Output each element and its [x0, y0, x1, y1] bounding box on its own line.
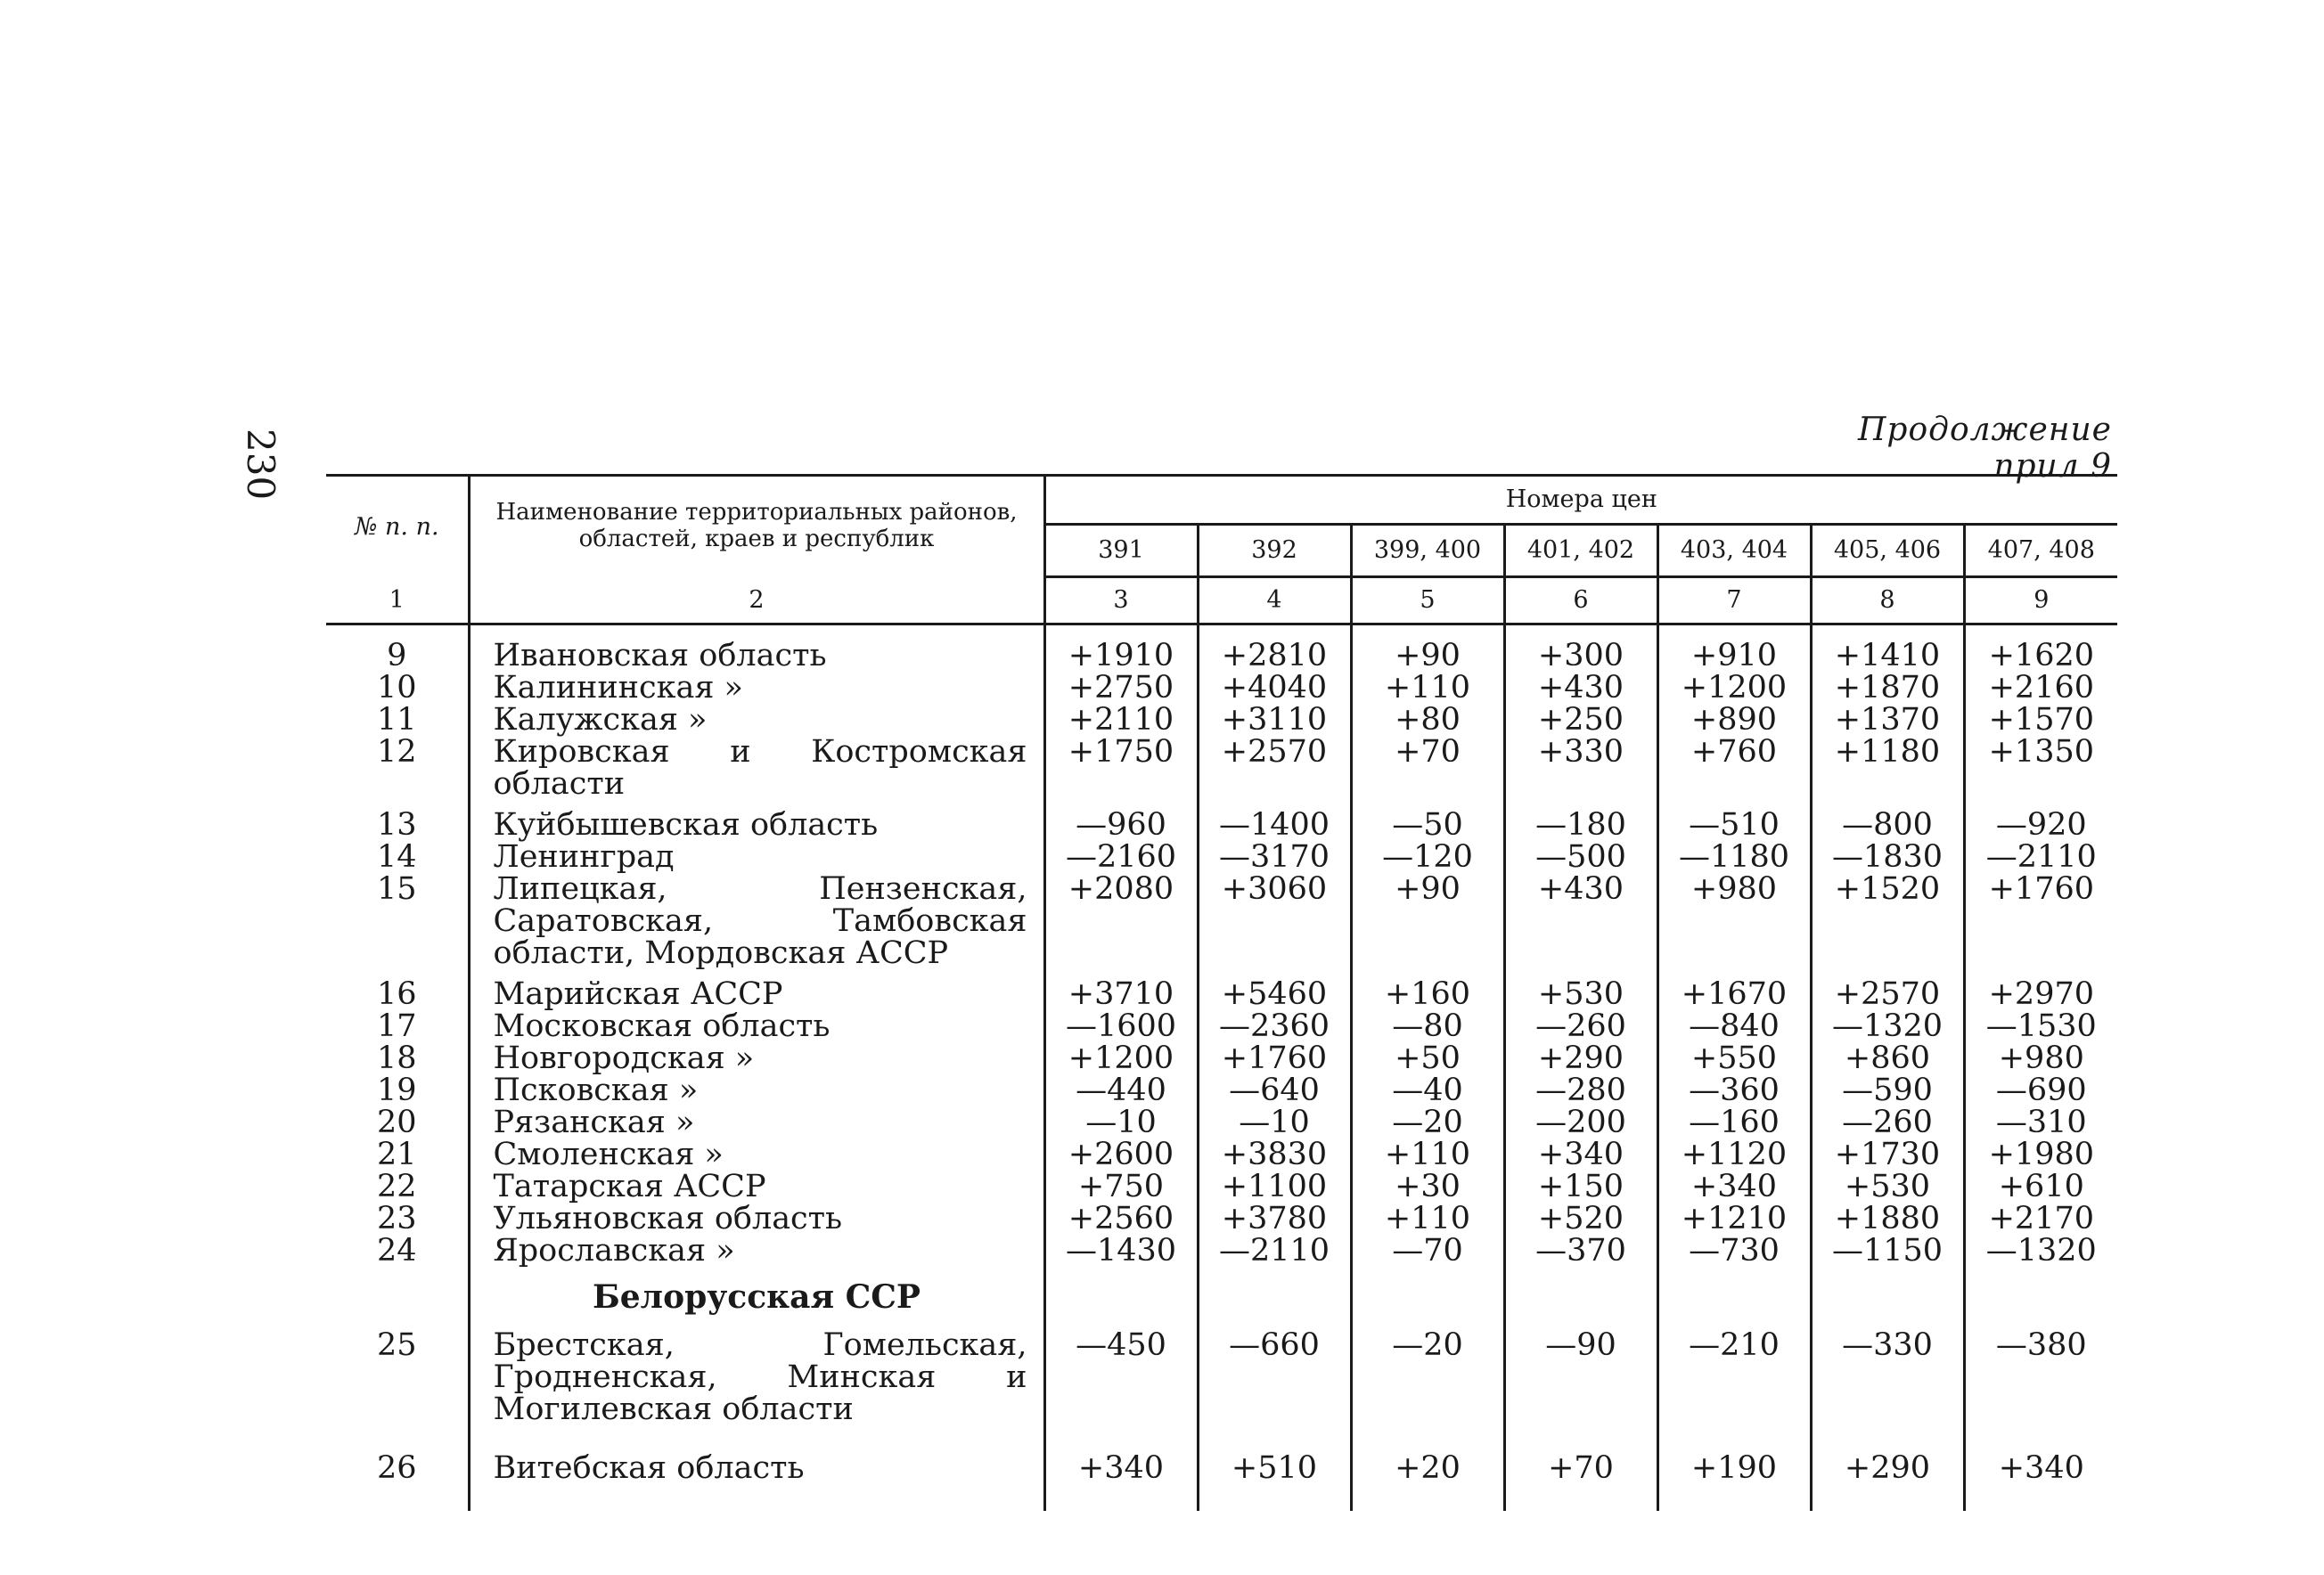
section-empty-cell [1044, 1267, 1198, 1326]
row-region-name [469, 1042, 1044, 1074]
row-value: —920 [1964, 809, 2117, 841]
row-value: +2600 [1044, 1138, 1198, 1171]
row-value: +1760 [1964, 873, 2117, 978]
row-value: +1880 [1811, 1203, 1964, 1235]
header-index-cell: 5 [1351, 577, 1504, 624]
row-value: +980 [1657, 873, 1811, 978]
row-value: +2160 [1964, 672, 2117, 704]
row-value: —360 [1657, 1074, 1811, 1106]
row-value: +150 [1504, 1171, 1657, 1203]
row-region-name [469, 1235, 1044, 1267]
row-value: —370 [1504, 1235, 1657, 1267]
row-value: —1400 [1198, 809, 1351, 841]
row-value: —590 [1811, 1074, 1964, 1106]
row-value: +1180 [1811, 736, 1964, 809]
row-value: —1430 [1044, 1235, 1198, 1267]
region-name-text: Марийская АССР [493, 976, 783, 1012]
row-value: +30 [1351, 1171, 1504, 1203]
header-index-cell: 7 [1657, 577, 1811, 624]
row-number: 13 [376, 807, 417, 843]
row-value: +3060 [1198, 873, 1351, 978]
region-name-text: Московская область [493, 1008, 831, 1044]
row-number: 22 [376, 1169, 417, 1204]
row-value: —1600 [1044, 1010, 1198, 1042]
header-index-cell: 2 [469, 577, 1044, 624]
row-value: +1410 [1811, 640, 1964, 672]
row-value: —280 [1504, 1074, 1657, 1106]
region-name-text: Псковская » [493, 1073, 699, 1108]
table-row [326, 978, 2117, 1010]
table-row [326, 672, 2117, 704]
region-name-text: Витебская область [493, 1450, 805, 1486]
region-name-text: Смоленская » [493, 1137, 724, 1172]
row-number: 20 [376, 1105, 417, 1140]
row-value: —690 [1964, 1074, 2117, 1106]
row-value: +520 [1504, 1203, 1657, 1235]
table-row [326, 736, 2117, 809]
region-name-text: Калужская » [493, 702, 708, 738]
row-value: +1210 [1657, 1203, 1811, 1235]
row-value: +190 [1657, 1434, 1811, 1511]
section-spacer [326, 1267, 469, 1326]
row-value: +5460 [1198, 978, 1351, 1010]
continuation-label: Продолжение прил 9 [1858, 412, 2112, 485]
header-index-cell: 6 [1504, 577, 1657, 624]
row-value: +860 [1811, 1042, 1964, 1074]
section-row [326, 1267, 2117, 1326]
row-number: 23 [376, 1201, 417, 1236]
row-value: +1120 [1657, 1138, 1811, 1171]
row-region-name [469, 1434, 1044, 1511]
table-row [326, 704, 2117, 736]
row-number: 25 [376, 1327, 417, 1363]
section-empty-cell [1811, 1267, 1964, 1326]
page-number: 230 [239, 428, 282, 501]
row-value: +330 [1504, 736, 1657, 809]
row-value: —2360 [1198, 1010, 1351, 1042]
row-region-name [469, 736, 1044, 809]
region-name-text: Кировская и Костромская области [493, 734, 1027, 802]
table-row [326, 1203, 2117, 1235]
row-number: 24 [376, 1233, 417, 1269]
row-value: +1670 [1657, 978, 1811, 1010]
region-name-text: Брестская, Гомельская, Гродненская, Минская и Могилевская области [493, 1327, 1027, 1427]
row-region-name [469, 1074, 1044, 1106]
row-region-name [469, 640, 1044, 672]
row-region-name [469, 809, 1044, 841]
row-region-name [469, 873, 1044, 978]
price-adjustment-table [326, 474, 2117, 1511]
table-row [326, 841, 2117, 873]
row-value: +70 [1351, 736, 1504, 809]
row-value: +110 [1351, 1203, 1504, 1235]
row-value: —2110 [1964, 841, 2117, 873]
row-value: —800 [1811, 809, 1964, 841]
row-number: 18 [376, 1040, 417, 1076]
row-value: —3170 [1198, 841, 1351, 873]
table-row [326, 1434, 2117, 1511]
row-number: 11 [376, 702, 417, 738]
row-number: 21 [376, 1137, 417, 1172]
row-value: +1750 [1044, 736, 1198, 809]
header-col-num: № п. п. [326, 476, 469, 577]
row-value: +160 [1351, 978, 1504, 1010]
row-value: —210 [1657, 1326, 1811, 1434]
row-value: —1830 [1811, 841, 1964, 873]
row-value: +1910 [1044, 640, 1198, 672]
row-value: +1870 [1811, 672, 1964, 704]
row-value: —40 [1351, 1074, 1504, 1106]
row-value: +890 [1657, 704, 1811, 736]
row-value: +2110 [1044, 704, 1198, 736]
row-value: +20 [1351, 1434, 1504, 1511]
region-name-text: Липецкая, Пензенская, Саратовская, Тамбовская области, Мордовская АССР [493, 871, 1027, 971]
region-name-text: Ярославская » [493, 1233, 735, 1269]
row-number: 9 [387, 638, 407, 673]
row-number: 15 [376, 871, 417, 907]
row-value: —500 [1504, 841, 1657, 873]
region-name-text: Ленинград [493, 839, 675, 875]
row-value: +90 [1351, 640, 1504, 672]
row-value: —2110 [1198, 1235, 1351, 1267]
row-value: +300 [1504, 640, 1657, 672]
region-name-text: Рязанская » [493, 1105, 695, 1140]
row-value: —380 [1964, 1326, 2117, 1434]
header-price-col: 407, 408 [1964, 525, 2117, 577]
header-index-cell: 1 [326, 577, 469, 624]
table-row [326, 1010, 2117, 1042]
region-name-text: Татарская АССР [493, 1169, 766, 1204]
row-value: —440 [1044, 1074, 1198, 1106]
row-value: +80 [1351, 704, 1504, 736]
row-value: +2570 [1811, 978, 1964, 1010]
row-number: 14 [376, 839, 417, 875]
table-row [326, 873, 2117, 978]
table-row [326, 1138, 2117, 1171]
row-value: —660 [1198, 1326, 1351, 1434]
row-value: —120 [1351, 841, 1504, 873]
region-name-text: Калининская » [493, 670, 743, 706]
section-empty-cell [1198, 1267, 1351, 1326]
region-name-text: Новгородская » [493, 1040, 755, 1076]
row-value: —330 [1811, 1326, 1964, 1434]
section-empty-cell [1351, 1267, 1504, 1326]
row-value: +3110 [1198, 704, 1351, 736]
row-value: +3780 [1198, 1203, 1351, 1235]
row-value: —640 [1198, 1074, 1351, 1106]
row-value: +340 [1657, 1171, 1811, 1203]
row-value: +1100 [1198, 1171, 1351, 1203]
row-value: —200 [1504, 1106, 1657, 1138]
row-value: +530 [1811, 1171, 1964, 1203]
row-value: —260 [1811, 1106, 1964, 1138]
row-value: +110 [1351, 672, 1504, 704]
row-number: 19 [376, 1073, 417, 1108]
row-value: +2170 [1964, 1203, 2117, 1235]
row-region-name [469, 1106, 1044, 1138]
header-price-col: 403, 404 [1657, 525, 1811, 577]
row-value: +290 [1811, 1434, 1964, 1511]
table-row [326, 640, 2117, 672]
row-number: 17 [376, 1008, 417, 1044]
row-value: +4040 [1198, 672, 1351, 704]
row-region-name [469, 672, 1044, 704]
row-value: +510 [1198, 1434, 1351, 1511]
table-row [326, 1042, 2117, 1074]
row-value: +530 [1504, 978, 1657, 1010]
row-value: —80 [1351, 1010, 1504, 1042]
header-price-group: Номера цен [1044, 476, 2117, 525]
row-value: +290 [1504, 1042, 1657, 1074]
row-value: +2970 [1964, 978, 2117, 1010]
row-value: —10 [1198, 1106, 1351, 1138]
row-region-name [469, 1010, 1044, 1042]
row-value: —510 [1657, 809, 1811, 841]
row-value: +1760 [1198, 1042, 1351, 1074]
row-value: +110 [1351, 1138, 1504, 1171]
header-price-col: 401, 402 [1504, 525, 1657, 577]
row-value: +1620 [1964, 640, 2117, 672]
row-value: +760 [1657, 736, 1811, 809]
row-value: —2160 [1044, 841, 1198, 873]
row-value: +1370 [1811, 704, 1964, 736]
table-row [326, 1106, 2117, 1138]
row-value: —1150 [1811, 1235, 1964, 1267]
row-value: —180 [1504, 809, 1657, 841]
row-region-name [469, 841, 1044, 873]
section-title: Белорусская ССР [469, 1267, 1044, 1326]
row-value: +1200 [1044, 1042, 1198, 1074]
region-name-text: Куйбышевская область [493, 807, 879, 843]
row-value: —10 [1044, 1106, 1198, 1138]
row-value: +980 [1964, 1042, 2117, 1074]
header-price-col: 405, 406 [1811, 525, 1964, 577]
row-number: 26 [376, 1450, 417, 1486]
row-value: —20 [1351, 1106, 1504, 1138]
row-value: +340 [1504, 1138, 1657, 1171]
section-empty-cell [1964, 1267, 2117, 1326]
header-price-col: 392 [1198, 525, 1351, 577]
row-value: —20 [1351, 1326, 1504, 1434]
row-value: +250 [1504, 704, 1657, 736]
header-index-cell: 8 [1811, 577, 1964, 624]
row-value: +1570 [1964, 704, 2117, 736]
row-value: +610 [1964, 1171, 2117, 1203]
header-index-cell: 3 [1044, 577, 1198, 624]
row-value: +70 [1504, 1434, 1657, 1511]
table-row [326, 1326, 2117, 1434]
row-value: —1320 [1811, 1010, 1964, 1042]
row-value: —960 [1044, 809, 1198, 841]
row-region-name [469, 1203, 1044, 1235]
header-price-col: 391 [1044, 525, 1198, 577]
table-row [326, 1235, 2117, 1267]
row-number: 16 [376, 976, 417, 1012]
row-value: +3830 [1198, 1138, 1351, 1171]
row-value: —730 [1657, 1235, 1811, 1267]
header-index-cell: 4 [1198, 577, 1351, 624]
row-value: —90 [1504, 1326, 1657, 1434]
row-value: +2560 [1044, 1203, 1198, 1235]
row-value: +2750 [1044, 672, 1198, 704]
row-value: +3710 [1044, 978, 1198, 1010]
row-value: —310 [1964, 1106, 2117, 1138]
row-value: —1180 [1657, 841, 1811, 873]
row-value: +430 [1504, 873, 1657, 978]
row-value: —450 [1044, 1326, 1198, 1434]
row-value: +550 [1657, 1042, 1811, 1074]
region-name-text: Ивановская область [493, 638, 827, 673]
row-value: +1350 [1964, 736, 2117, 809]
row-value: +1730 [1811, 1138, 1964, 1171]
row-value: +2080 [1044, 873, 1198, 978]
row-value: +340 [1964, 1434, 2117, 1511]
row-number: 12 [376, 734, 417, 770]
region-name-text: Ульяновская область [493, 1201, 843, 1236]
row-region-name [469, 704, 1044, 736]
row-region-name [469, 1171, 1044, 1203]
row-value: +430 [1504, 672, 1657, 704]
row-region-name [469, 978, 1044, 1010]
table-row [326, 1171, 2117, 1203]
row-value: +340 [1044, 1434, 1198, 1511]
row-value: +1200 [1657, 672, 1811, 704]
row-value: —1530 [1964, 1010, 2117, 1042]
row-value: +910 [1657, 640, 1811, 672]
row-value: +2570 [1198, 736, 1351, 809]
header-index-cell: 9 [1964, 577, 2117, 624]
row-value: +2810 [1198, 640, 1351, 672]
row-value: +90 [1351, 873, 1504, 978]
row-value: +1520 [1811, 873, 1964, 978]
table-row [326, 1074, 2117, 1106]
row-value: —1320 [1964, 1235, 2117, 1267]
row-region-name [469, 1326, 1044, 1434]
row-value: +50 [1351, 1042, 1504, 1074]
header-price-col: 399, 400 [1351, 525, 1504, 577]
row-value: —260 [1504, 1010, 1657, 1042]
row-value: +750 [1044, 1171, 1198, 1203]
row-region-name [469, 1138, 1044, 1171]
row-value: +1980 [1964, 1138, 2117, 1171]
row-number: 10 [376, 670, 417, 706]
row-value: —50 [1351, 809, 1504, 841]
row-value: —160 [1657, 1106, 1811, 1138]
section-empty-cell [1657, 1267, 1811, 1326]
row-value: —70 [1351, 1235, 1504, 1267]
row-value: —840 [1657, 1010, 1811, 1042]
table-row [326, 809, 2117, 841]
header-col-name: Наименование территориальных районов, областей, краев и республик [469, 476, 1044, 577]
section-empty-cell [1504, 1267, 1657, 1326]
